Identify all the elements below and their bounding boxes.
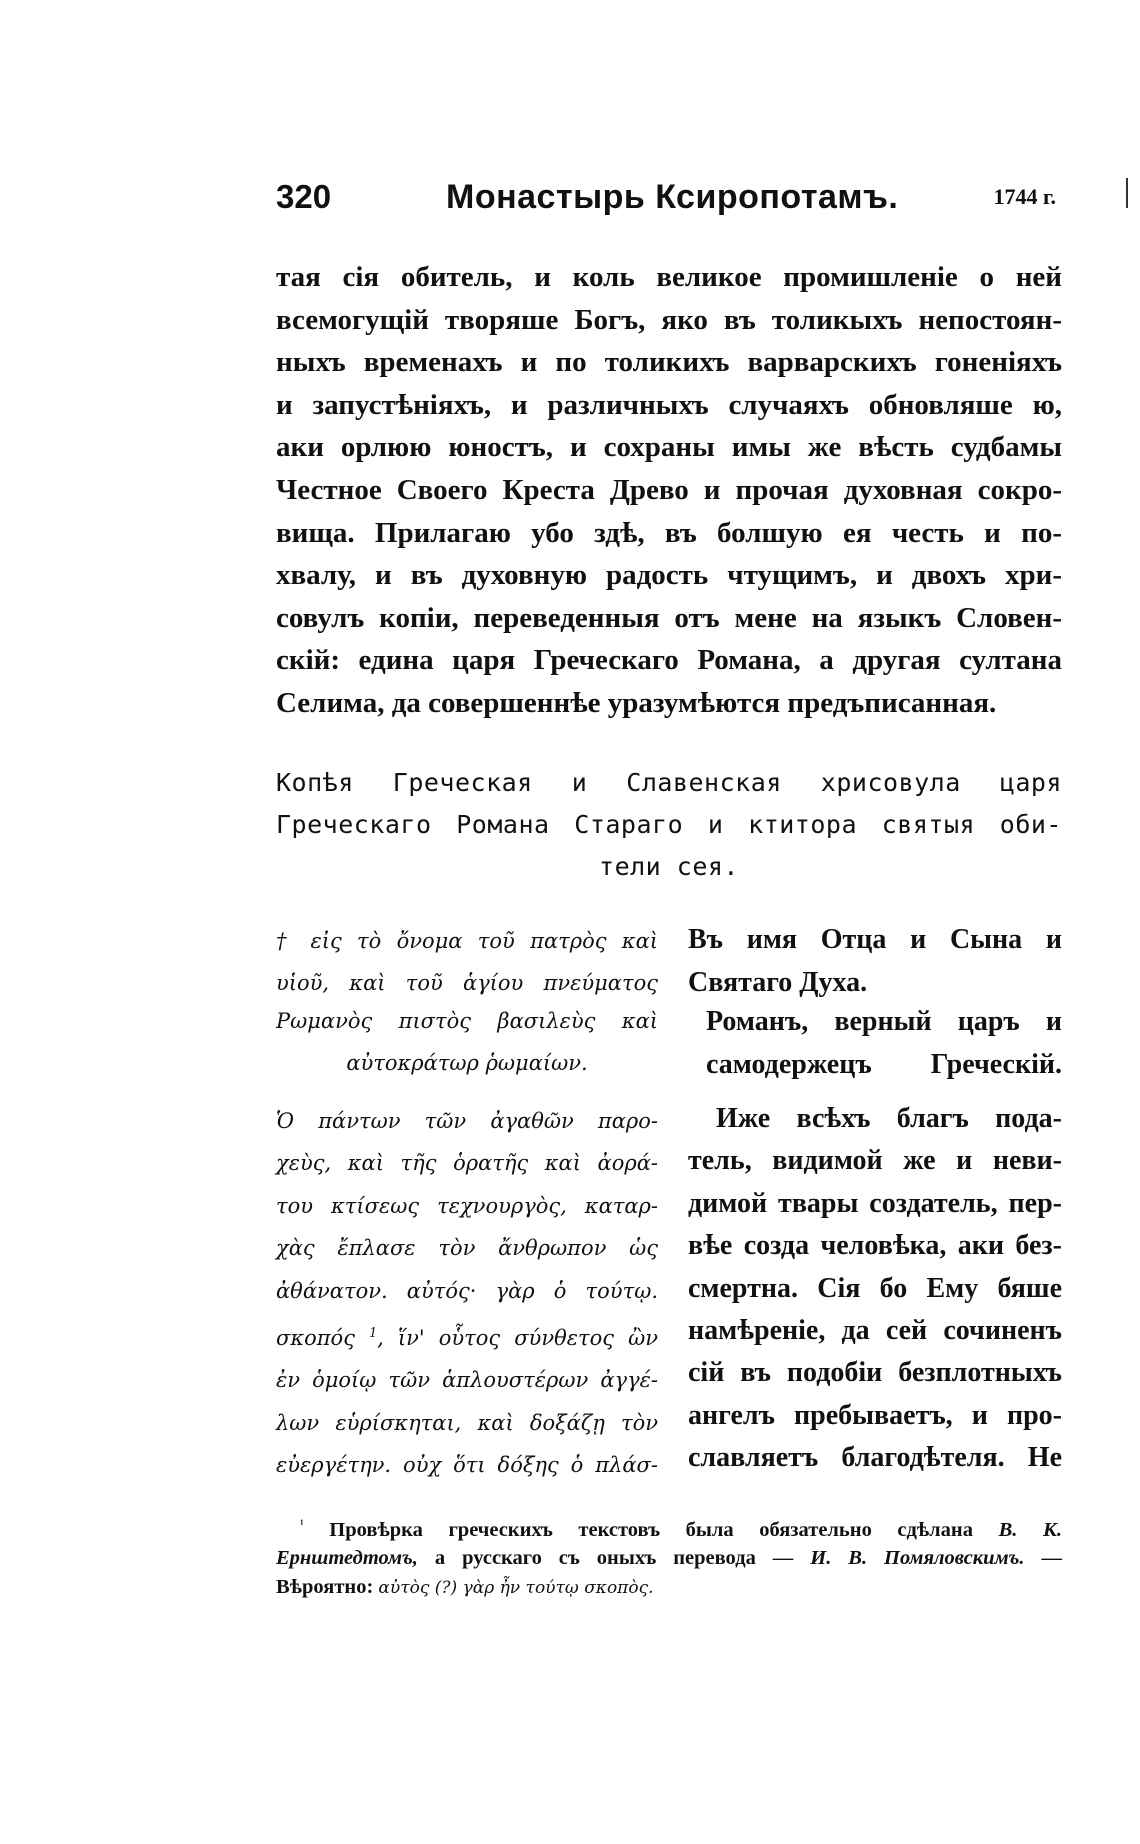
slavonic-line: сій въ подобіи безплотныхъ [688, 1357, 1062, 1389]
text-line: хвалу, и въ духовную радость чтущимъ, и двохъ хри- [276, 559, 1062, 592]
slavonic-line: Въ имя Отца и Сына и [688, 924, 1062, 955]
text-line: ныхъ временахъ и по толикихъ варварскихъ гоненіяхъ [276, 346, 1062, 379]
slavonic-line: тель, видимой же и неви- [688, 1145, 1062, 1177]
greek-text-column [276, 1100, 658, 1487]
greek-word: σκοπός [276, 1326, 355, 1351]
slavonic-line: самодержецъ Греческій. [706, 1049, 1062, 1080]
greek-title [276, 1000, 658, 1084]
footnote-line [276, 1544, 1062, 1573]
text-line: и запустѣніяхъ, и различныхъ случаяхъ обновляше ю, [276, 388, 1062, 421]
page-edge-mark [1126, 178, 1128, 208]
text-line: Селима, да совершеннѣе уразумѣются предъписанная. [276, 686, 997, 719]
greek-word: , ἵν' οὗτος σύνθετος ὢν [377, 1326, 658, 1351]
section-title-line: тели сея. [599, 852, 739, 881]
greek-line: αὐτοκράτωρ ῥωμαίων. [346, 1051, 588, 1075]
slavonic-line: смертна. Сія бо Ему бяше [688, 1272, 1062, 1304]
greek-line: υἱοῦ, καὶ τοῦ ἁγίου πνεύματος [276, 971, 658, 995]
slavonic-line: Романъ, верный царъ и [706, 1006, 1062, 1037]
footnote-marker: ¹ [300, 1517, 304, 1531]
page-number: 320 [276, 178, 332, 215]
footnote-line [276, 1573, 1062, 1603]
footnote-name: И. В. Помяловскимъ. [810, 1547, 1025, 1570]
footnote-text: а русскаго съ оныхъ перевода — [434, 1547, 794, 1570]
slavonic-line: димой твары создатель, пер- [688, 1187, 1062, 1219]
greek-line [276, 1312, 658, 1359]
greek-line: του κτίσεως τεχνουργὸς, καταρ- [276, 1193, 658, 1218]
footnote-name: Ернштедтомъ, [276, 1547, 418, 1570]
footnote-ref[interactable]: 1 [369, 1325, 378, 1341]
greek-line: † εἰς τὸ ὄνομα τοῦ πατρὸς καὶ [276, 929, 658, 953]
text-line: всемогущій творяше Богъ, яко въ толикыхъ непостоян- [276, 303, 1062, 336]
footnote-greek: αὐτὸς (?) γὰρ ἦν τούτῳ σκοπὸς. [378, 1577, 654, 1598]
slavonic-line: славляетъ благодѣтеля. Не [688, 1442, 1062, 1474]
slavonic-title [706, 1000, 1062, 1086]
slavonic-line: ангелъ пребываетъ, и про- [688, 1399, 1062, 1431]
greek-line: Ρωμανὸς πιστὸς βασιλεὺς καὶ [276, 1009, 658, 1033]
intro-paragraph [276, 256, 1062, 725]
greek-invocation [276, 920, 658, 1004]
slavonic-line: вѣе созда человѣка, аки без- [688, 1230, 1062, 1262]
greek-line: εὐεργέτην. οὐχ ὅτι δόξης ὁ πλάσ- [276, 1453, 658, 1478]
greek-line: Ὁ πάντων τῶν ἀγαθῶν παρο- [276, 1109, 658, 1133]
text-line: Честное Своего Креста Древо и прочая духовная сокро- [276, 473, 1062, 506]
text-line: аки орлюю юностъ, и сохраны имы же вѣсть судбамы [276, 431, 1062, 464]
greek-line: χεὺς, καὶ τῆς ὁρατῆς καὶ ἀορά- [276, 1151, 658, 1176]
section-title-line: Копѣя Греческая и Славенская хрисовула царя [276, 768, 1062, 797]
section-title [276, 762, 1062, 888]
slavonic-line: намѣреніе, да сей сочиненъ [688, 1315, 1062, 1347]
slavonic-line: Иже всѣхъ благъ пода- [716, 1103, 1062, 1134]
page-header [276, 178, 1062, 226]
slavonic-text-column [688, 1098, 1062, 1480]
footnote-name: В. К. [998, 1518, 1063, 1541]
text-line: вища. Прилагаю убо здѣ, въ болшую ея честь и по- [276, 516, 1062, 549]
footnote-dash: — [1041, 1547, 1063, 1570]
slavonic-invocation [688, 918, 1062, 1004]
text-line: тая сія обитель, и коль великое промишленіе о ней [276, 261, 1062, 293]
greek-line: χὰς ἔπλασε τὸν ἄνθρωπον ὡς [276, 1236, 658, 1261]
footnote-text: Провѣрка греческихъ текстовъ была обязательно сдѣлана [329, 1518, 973, 1541]
text-line: совулъ копіи, переведенныя отъ мене на языкъ Словен- [276, 601, 1062, 634]
footnote-line [276, 1510, 1062, 1544]
slavonic-line: Святаго Духа. [688, 967, 868, 998]
footnote [276, 1510, 1062, 1602]
text-line: скій: едина царя Греческаго Романа, а другая султана [276, 644, 1062, 677]
running-title: Монастырь Ксиропотамъ. [446, 178, 899, 216]
greek-line: λων εὑρίσκηται, καὶ δοξάζῃ τὸν [276, 1410, 658, 1435]
greek-line: ἐν ὁμοίῳ τῶν ἁπλουστέρων ἀγγέ- [276, 1368, 658, 1393]
footnote-text: Вѣроятно: [276, 1575, 374, 1598]
header-year: 1744 г. [993, 184, 1056, 209]
greek-line: ἀθάνατον. αὐτός· γὰρ ὁ τούτῳ. [276, 1278, 658, 1303]
section-title-line: Греческаго Романа Стараго и ктитора святыя оби- [276, 810, 1062, 839]
